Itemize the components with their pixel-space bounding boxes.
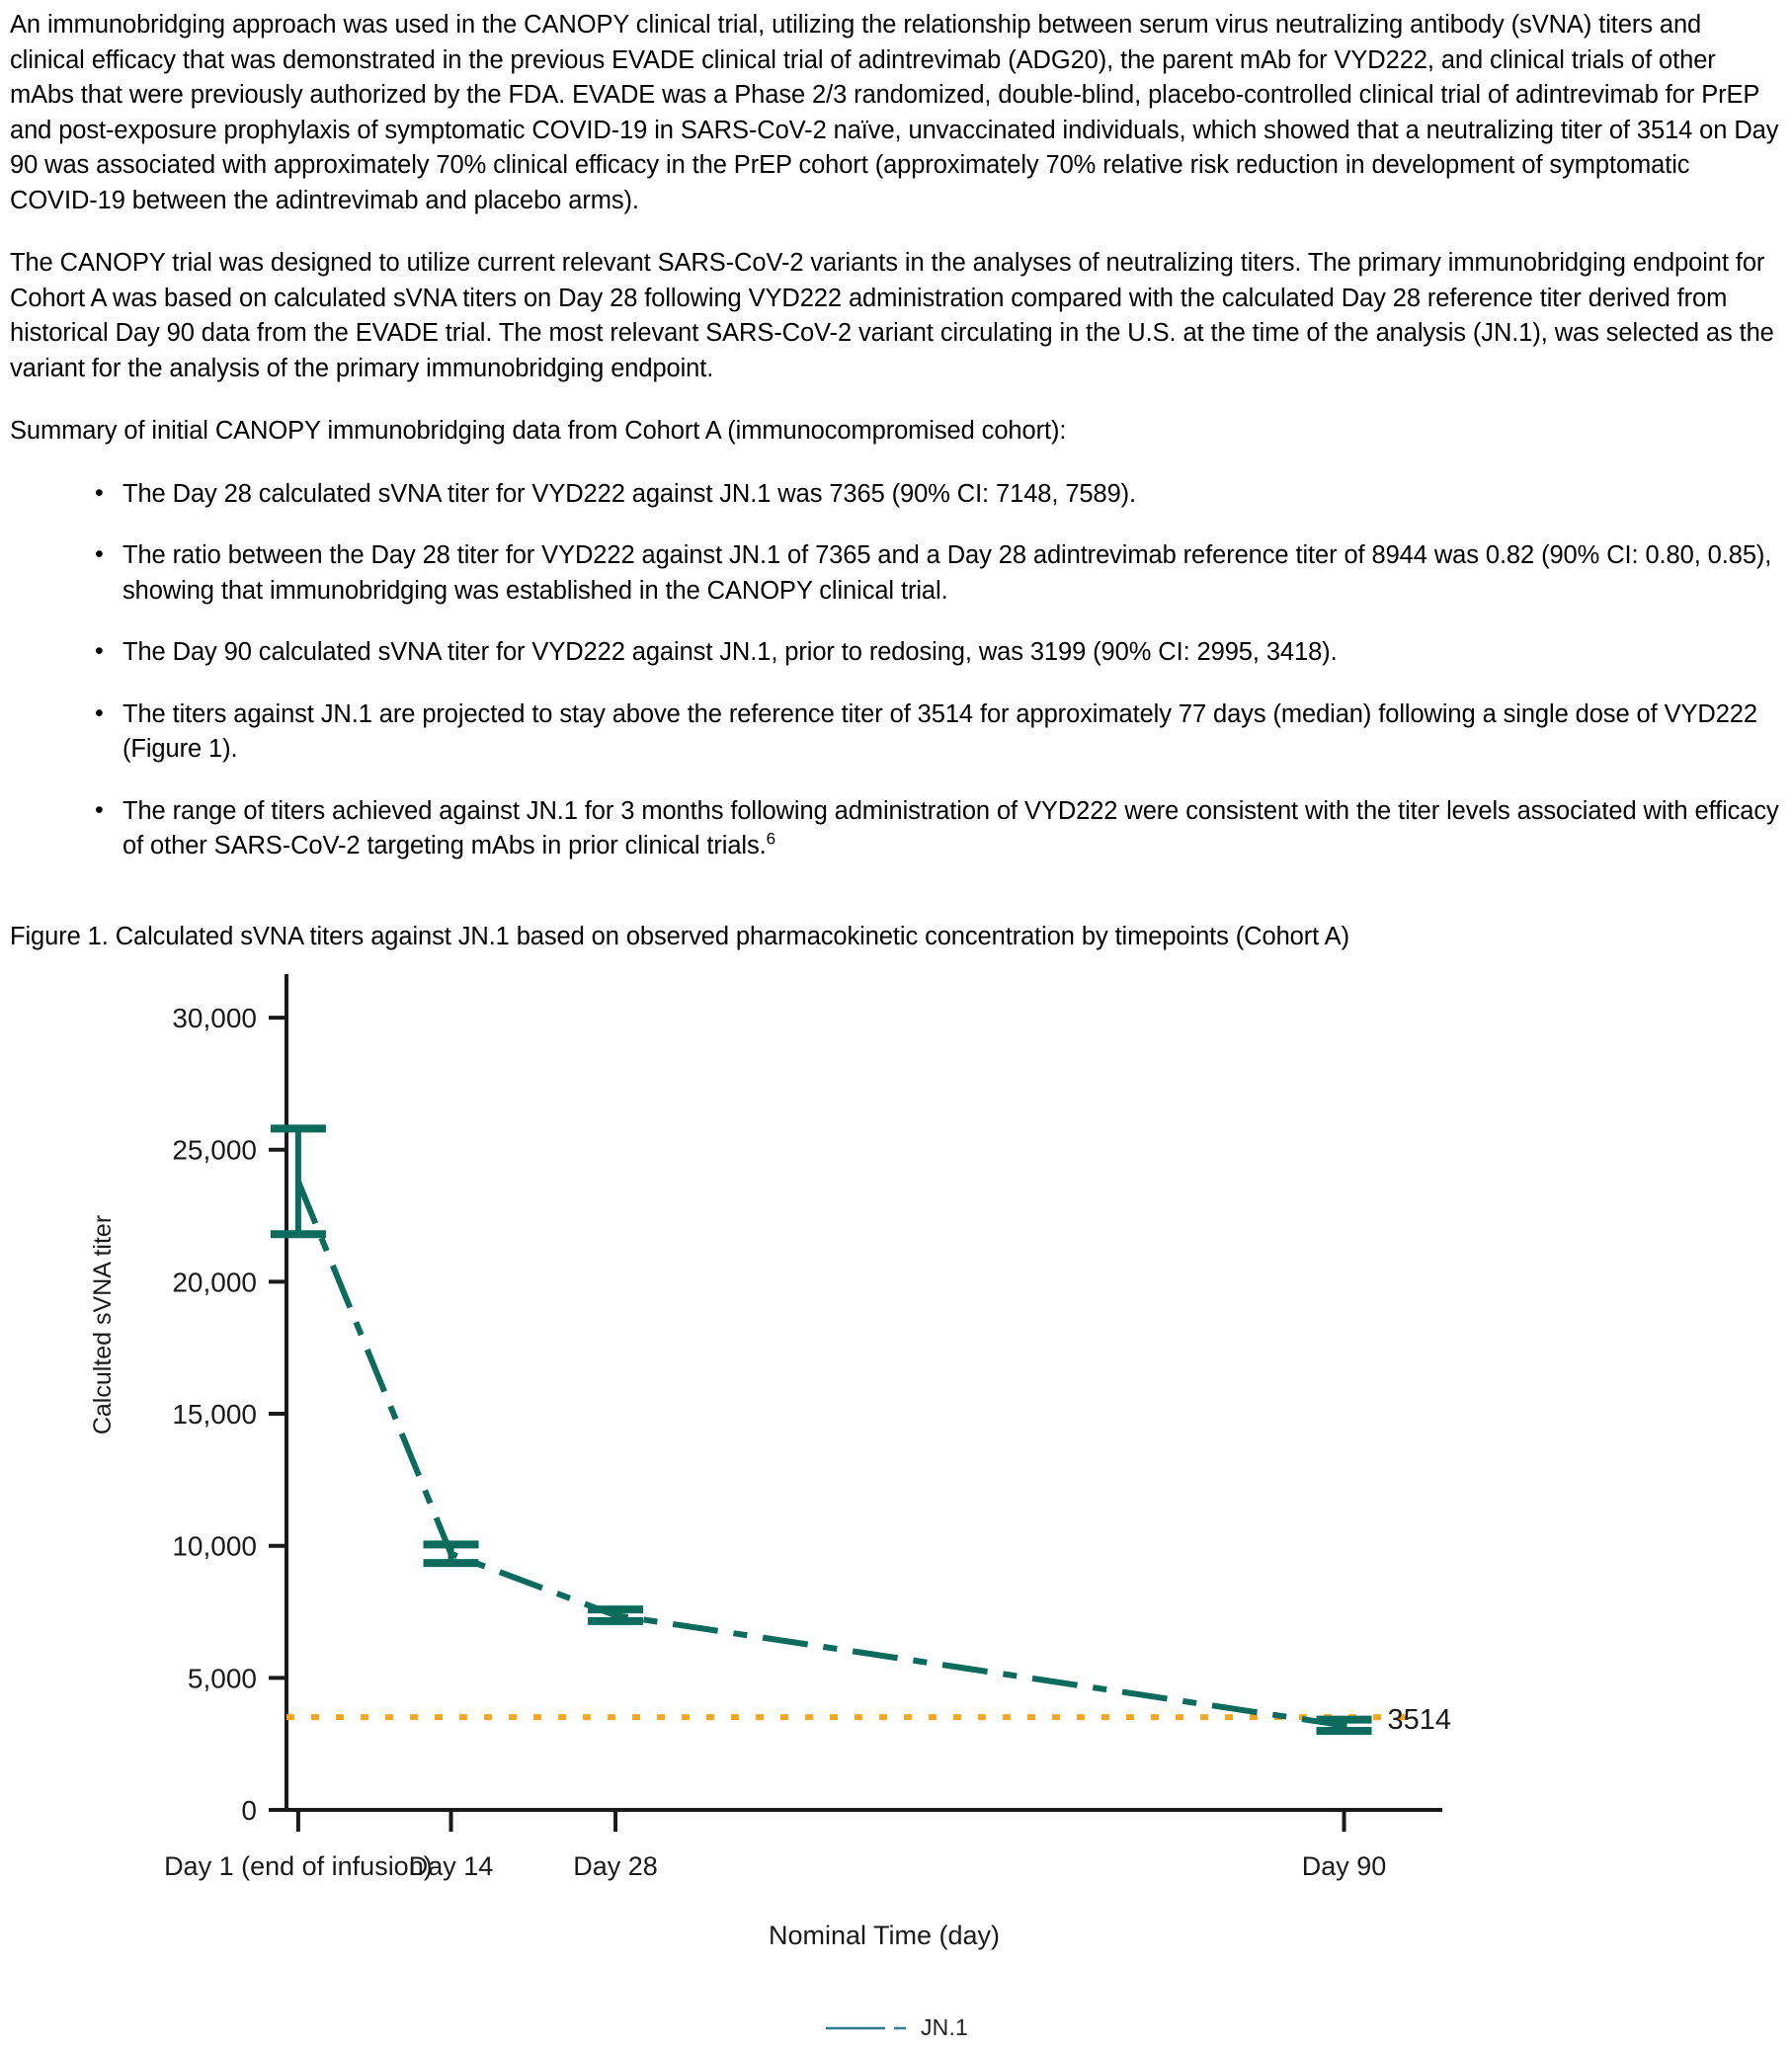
reference-titer-annotation: 3514: [1387, 1704, 1452, 1737]
figure-1-chart: [0, 960, 1792, 2047]
list-item-text: The titers against JN.1 are projected to stay above the reference titer of 3514 for approximately 77 days (median) following a single dose of VYD222 (Figure 1).: [122, 699, 1757, 763]
figure-caption: Figure 1. Calculated sVNA titers against JN.1 based on observed pharmacokinetic concentration by timepoints (Cohort A): [10, 922, 1349, 950]
list-item: [95, 697, 1780, 768]
x-axis-tick-label: Day 14: [408, 1851, 494, 1881]
y-axis-tick-label: 5,000: [187, 1663, 257, 1694]
jn1-series-line: [298, 1182, 1344, 1726]
y-axis-title: Calculted sVNA titer: [89, 1214, 117, 1435]
list-item: [95, 794, 1780, 864]
x-axis-tick-label: Day 28: [573, 1851, 658, 1881]
x-axis-tick-label: Day 1 (end of infusion): [164, 1851, 433, 1881]
paragraph-1: An immunobridging approach was used in the CANOPY clinical trial, utilizing the relationship between serum virus neutralizing antibody (sVNA) titers and clinical efficacy that was demonstrated in the previous EVADE clinical trial of adintrevimab (ADG20), the parent mAb for VYD222, and clinical trials of other mAbs that were previously authorized by the FDA. EVADE was a Phase 2/3 randomized, double-blind, placebo-controlled clinical trial of adintrevimab for PrEP and post-exposure prophylaxis of symptomatic COVID-19 in SARS-CoV-2 naïve, unvaccinated individuals, which showed that a neutralizing titer of 3514 on Day 90 was associated with approximately 70% clinical efficacy in the PrEP cohort (approximately 70% relative risk reduction in development of symptomatic COVID-19 between the adintrevimab and placebo arms).: [10, 11, 1779, 214]
error-bar-group: [271, 1128, 326, 1234]
y-axis-tick-label: 10,000: [172, 1530, 257, 1562]
legend-label-jn1: JN.1: [920, 2014, 969, 2040]
x-axis-tick-label: Day 90: [1301, 1851, 1387, 1881]
list-item-text: The range of titers achieved against JN.1 for 3 months following administration of VYD222 were consistent with the titer levels associated with efficacy of other SARS-CoV-2 targeting mAbs in prior clinical trials.: [122, 796, 1779, 860]
legend-line-icon: [824, 2021, 887, 2035]
y-axis-tick-label: 0: [241, 1795, 257, 1826]
summary-bullet-list: [10, 477, 1780, 864]
y-axis-tick-label: 20,000: [172, 1267, 257, 1298]
list-item-text: The Day 90 calculated sVNA titer for VYD222 against JN.1, prior to redosing, was 3199 (90% CI: 2995, 3418).: [122, 638, 1338, 666]
list-item-text: The Day 28 calculated sVNA titer for VYD222 against JN.1 was 7365 (90% CI: 7148, 7589).: [122, 479, 1137, 508]
chart-legend: [0, 2014, 1792, 2041]
footnote-marker: 6: [766, 829, 775, 849]
list-item: [95, 635, 1780, 671]
legend-dash-swatch: [893, 2021, 907, 2035]
paragraph-3: Summary of initial CANOPY immunobridging data from Cohort A (immunocompromised cohort):: [10, 417, 1067, 445]
list-item-text: The ratio between the Day 28 titer for VYD222 against JN.1 of 7365 and a Day 28 adintrevimab reference titer of 8944 was 0.82 (90% CI: 0.80, 0.85), showing that immunobridging was established in the CANOPY clinical trial.: [122, 541, 1772, 605]
y-axis-tick-label: 25,000: [172, 1134, 257, 1166]
legend-dash-icon: [893, 2021, 907, 2035]
list-item: [95, 538, 1780, 609]
error-bar-group: [424, 1544, 479, 1563]
x-axis-title: Nominal Time (day): [768, 1921, 1001, 1950]
y-axis-tick-label: 15,000: [172, 1399, 257, 1431]
y-axis-tick-label: 30,000: [172, 1003, 257, 1034]
error-bar-group: [588, 1609, 643, 1621]
legend-line-swatch: [824, 2021, 887, 2035]
list-item: [95, 477, 1780, 513]
svna-titer-line-chart: [0, 960, 1792, 1988]
paragraph-2: The CANOPY trial was designed to utilize current relevant SARS-CoV-2 variants in the analyses of neutralizing titers. The primary immunobridging endpoint for Cohort A was based on calculated sVNA titers on Day 28 following VYD222 administration compared with the calculated Day 28 reference titer derived from historical Day 90 data from the EVADE trial. The most relevant SARS-CoV-2 variant circulating in the U.S. at the time of the analysis (JN.1), was selected as the variant for the analysis of the primary immunobridging endpoint.: [10, 249, 1774, 382]
